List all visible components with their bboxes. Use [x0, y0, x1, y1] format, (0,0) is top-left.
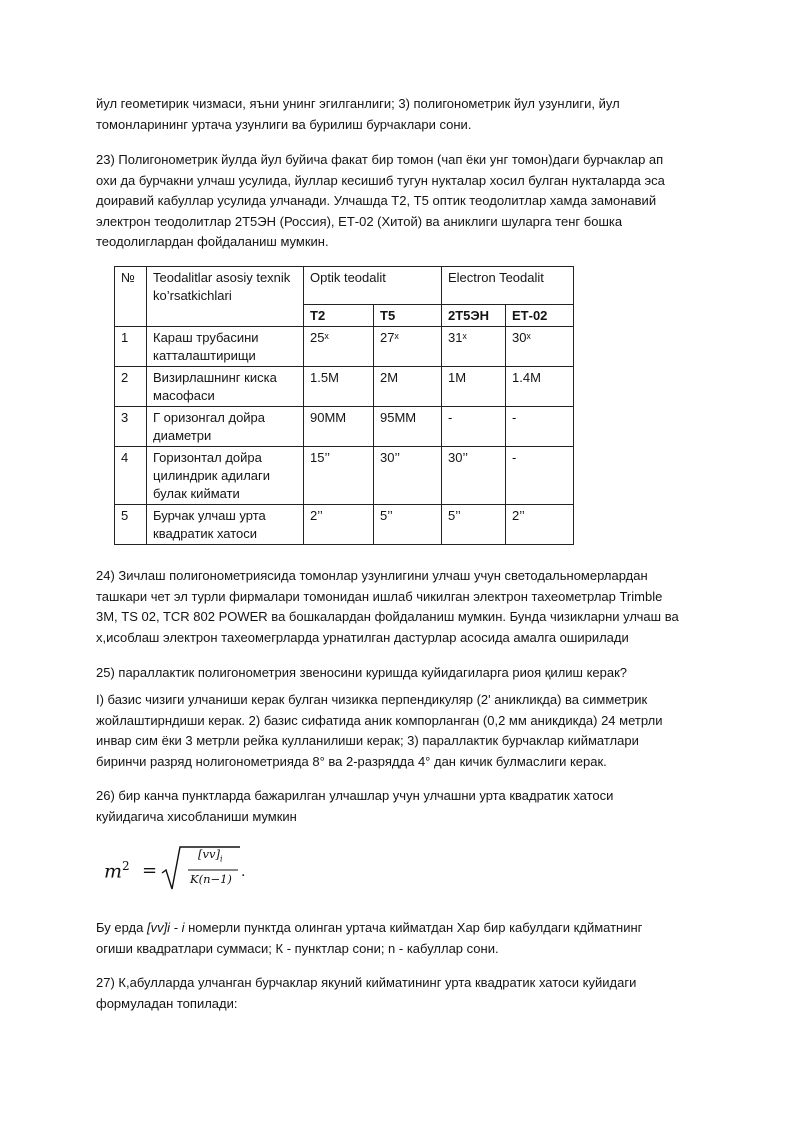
model-header: Т2	[304, 305, 374, 327]
text-line: 3М, TS 02, TCR 802 POWER ва бошкалардан фойдаланиш мумкин. Бунда чизикларни улчаш ва	[96, 609, 679, 624]
text-line: ташкари чет эл турли фирмалари томонидан ишлаб чикилган электрон тахеометрлар Trimble	[96, 588, 663, 604]
row-number: 5	[115, 505, 147, 545]
table-row	[115, 367, 574, 407]
row-value: -	[506, 407, 574, 447]
row-value: 2’’	[506, 505, 574, 545]
vv-symbol: [vv]i - i	[146, 920, 185, 935]
paragraph-26-explanation	[96, 918, 701, 959]
paragraph-24	[96, 566, 701, 648]
paragraph-26	[96, 786, 701, 827]
rms-error-formula	[104, 843, 254, 895]
text-line: формуладан топилади:	[96, 995, 238, 1011]
table-row	[115, 407, 574, 447]
row-value: 25ˣ	[304, 327, 374, 367]
text-line: I) базис чизиги улчаниши керак булган чизикка перпендикуляр (2' аникликда) ва симметрик	[96, 692, 648, 707]
formula-equals: =	[142, 860, 158, 881]
row-number: 3	[115, 407, 147, 447]
text-span: Бу ерда	[96, 920, 147, 935]
text-line: 27) К,абулларда улчанган бурчаклар якуний кийматининг урта квадратик хатоси куйидаги	[96, 975, 637, 990]
table-header-row	[115, 267, 574, 305]
row-parameter: Караш трубасини катталаштирищи	[147, 327, 304, 367]
row-value: 27ˣ	[374, 327, 442, 367]
row-number: 4	[115, 447, 147, 505]
row-parameter: Бурчак улчаш урта квадратик хатоси	[147, 505, 304, 545]
formula-denominator: K(n−1)	[190, 872, 232, 886]
text-span: номерли пунктда олинган уртача кийматдан Хар бир кабулдаги кдйматнинг	[184, 920, 643, 935]
formula-lhs: $m^2$	[104, 859, 130, 883]
row-parameter: Горизонтал дойра цилиндрик адилаги булак киймати	[147, 447, 304, 505]
row-value: 5’’	[442, 505, 506, 545]
text-line: теодолиглардан фойдаланиш мумкин.	[96, 234, 329, 249]
text-line: куйидагича хисобланиши мумкин	[96, 808, 297, 824]
row-value: 95ММ	[374, 407, 442, 447]
paragraph-23	[96, 150, 701, 253]
radical-sign	[104, 843, 254, 895]
row-value: 1.4М	[506, 367, 574, 407]
table-row	[115, 505, 574, 545]
text-line: томонларининг уртача узунлиги ва бурилиш бурчаклари сони.	[96, 116, 472, 132]
row-parameter: Г оризонгал дойра диаметри	[147, 407, 304, 447]
row-number: 1	[115, 327, 147, 367]
row-value: 1.5М	[304, 367, 374, 407]
text-line: 25) параллактик полигонометрия звеносини куришда куйидагиларга риоя қилиш керак?	[96, 665, 628, 680]
text-line	[96, 918, 701, 939]
header-number: №	[115, 267, 147, 327]
text-line: 24) Зичлаш полигонометриясида томонлар узунлигини улчаш учун светодальномерлардан	[96, 568, 648, 583]
text-line: охи да бурчакни улчаш усулида, йуллар кесишиб тугун нукталар хосил булган нукталарда эса	[96, 172, 665, 188]
row-value: 15’’	[304, 447, 374, 505]
text-line: огиши квадратлари суммаси; К - пунктлар сони; n - кабуллар сони.	[96, 940, 499, 956]
text-line: электрон теодолитлар 2Т5ЭН (Россия), ЕТ-02 (Хитой) ва аниклиги шуларга тенг бошка	[96, 213, 623, 229]
text-line: биринчи разряд нолигонометрияда 8° ва 2-разрядда 4° дан кичик булмаслиги керак.	[96, 753, 607, 769]
header-optic-group: Optik teodalit	[304, 267, 442, 305]
model-header: 2Т5ЭН	[442, 305, 506, 327]
row-value: 30’’	[442, 447, 506, 505]
paragraph-25-question	[96, 663, 701, 684]
paragraph-27	[96, 973, 701, 1014]
text-line: 23) Полигонометрик йулда йул буйича факат бир томон (чап ёки унг томон)даги бурчаклар ап	[96, 152, 664, 167]
row-number: 2	[115, 367, 147, 407]
row-value: 90ММ	[304, 407, 374, 447]
text-line: жойлаштирндиши керак. 2) базис сифатида аник компорланган (0,2 мм аникдикда) 24 метрли	[96, 712, 663, 728]
header-parameter: Teodalitlar asosiy texnik ko’rsatkichlari	[147, 267, 304, 327]
paragraph-22-tail	[96, 94, 701, 135]
row-value: 30’’	[374, 447, 442, 505]
row-value: 2М	[374, 367, 442, 407]
header-electron-group: Electron Teodalit	[442, 267, 574, 305]
theodolite-spec-table	[114, 266, 574, 545]
table-row	[115, 327, 574, 367]
paragraph-25-answer	[96, 690, 701, 772]
row-value: -	[506, 447, 574, 505]
text-line: инвар сим ёки 3 метрли рейка кулланилиши керак; 3) параллактик бурчаклар кийматлари	[96, 733, 639, 748]
row-value: 30ˣ	[506, 327, 574, 367]
row-value: -	[442, 407, 506, 447]
text-line: х,исоблаш электрон тахеомегрларда урнатилган дастурлар асосида амалга оширилади	[96, 629, 629, 645]
row-value: 5’’	[374, 505, 442, 545]
text-line: 26) бир канча пунктларда бажарилган улчашлар учун улчашни урта квадратик хатоси	[96, 788, 614, 803]
text-line: доиравий кабуллар усулида улчанади. Улчашда Т2, Т5 оптик теодолитлар хамда замонавий	[96, 193, 657, 208]
text-line: йул геометирик чизмаси, яъни унинг эгилганлиги; 3) полигонометрик йул узунлиги, йул	[96, 96, 620, 111]
table-row	[115, 447, 574, 505]
model-header: ЕТ-02	[506, 305, 574, 327]
row-value: 2’’	[304, 505, 374, 545]
formula-period: .	[241, 864, 246, 880]
row-value: 1М	[442, 367, 506, 407]
formula-numerator: $[vv]_i$	[198, 847, 223, 864]
model-header: Т5	[374, 305, 442, 327]
row-value: 31ˣ	[442, 327, 506, 367]
row-parameter: Визирлашнинг киска масофаси	[147, 367, 304, 407]
